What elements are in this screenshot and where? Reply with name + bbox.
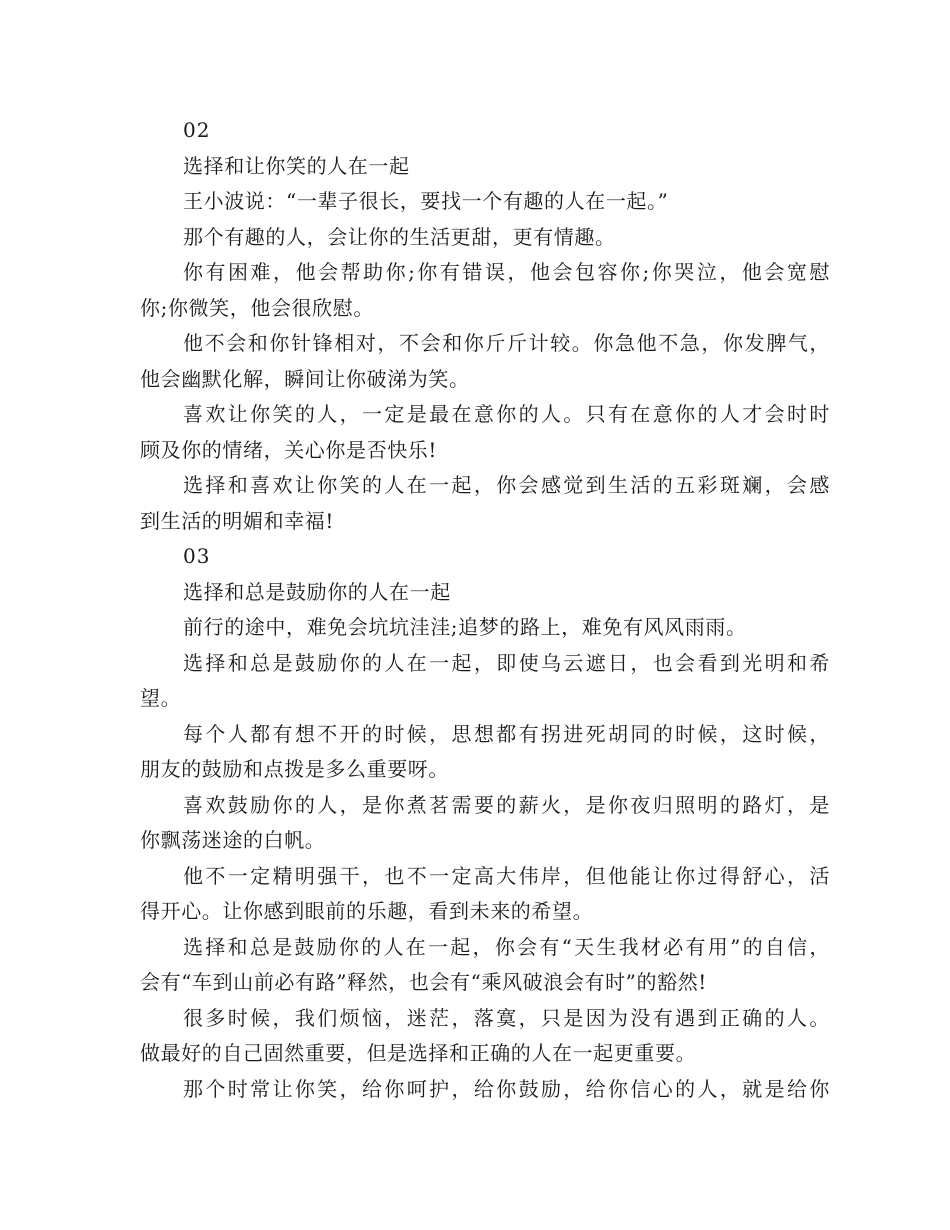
paragraph-line: 他不会和你针锋相对，不会和你斤斤计较。你急他不急，你发脾气， [183, 331, 830, 355]
section-heading: 选择和让你笑的人在一起 [183, 153, 410, 178]
paragraph-line: 你有困难，他会帮助你;你有错误，他会包容你;你哭泣，他会宽慰 [183, 260, 830, 284]
paragraph-line: 前行的途中，难免会坑坑洼洼;追梦的路上，难免有风风雨雨。 [183, 615, 747, 639]
section-heading: 选择和总是鼓励你的人在一起 [183, 579, 451, 604]
paragraph-line: 望。 [140, 686, 182, 710]
paragraph-line: 选择和总是鼓励你的人在一起，即使乌云遮日，也会看到光明和希 [183, 650, 830, 675]
paragraph-line: 很多时候，我们烦恼，迷茫，落寞，只是因为没有遇到正确的人。 [183, 1005, 830, 1030]
paragraph-line: 那个时常让你笑，给你呵护，给你鼓励，给你信心的人，就是给你 [183, 1076, 830, 1101]
document-page [140, 113, 830, 1107]
paragraph-line: 喜欢鼓励你的人，是你煮茗需要的薪火，是你夜归照明的路灯，是 [183, 792, 830, 817]
paragraph-line: 得开心。让你感到眼前的乐趣，看到未来的希望。 [140, 899, 594, 923]
paragraph-line: 那个有趣的人，会让你的生活更甜，更有情趣。 [183, 224, 616, 249]
section-number: 02 [183, 118, 211, 142]
section-number: 03 [183, 544, 211, 568]
paragraph-line: 选择和总是鼓励你的人在一起，你会有“天生我材必有用”的自信， [183, 934, 830, 959]
paragraph-line: 他会幽默化解，瞬间让你破涕为笑。 [140, 366, 470, 391]
paragraph-line: 你飘荡迷途的白帆。 [140, 828, 326, 852]
paragraph-line: 做最好的自己固然重要，但是选择和正确的人在一起更重要。 [140, 1041, 697, 1065]
paragraph-line: 选择和喜欢让你笑的人在一起，你会感觉到生活的五彩斑斓，会感 [183, 473, 830, 497]
paragraph-line: 朋友的鼓励和点拨是多么重要呀。 [140, 757, 449, 781]
paragraph-line: 喜欢让你笑的人，一定是最在意你的人。只有在意你的人才会时时 [183, 402, 830, 426]
paragraph-line: 你;你微笑，他会很欣慰。 [140, 295, 374, 320]
paragraph-line: 每个人都有想不开的时候，思想都有拐进死胡同的时候，这时候， [183, 721, 830, 746]
paragraph-line: 会有“车到山前必有路”释然，也会有“乘风破浪会有时”的豁然! [140, 970, 707, 994]
paragraph-line: 王小波说：“一辈子很长，要找一个有趣的人在一起。” [183, 189, 669, 213]
paragraph-line: 他不一定精明强干，也不一定高大伟岸，但他能让你过得舒心，活 [183, 863, 830, 888]
paragraph-line: 顾及你的情绪，关心你是否快乐! [140, 437, 438, 462]
paragraph-line: 到生活的明媚和幸福! [140, 508, 335, 533]
